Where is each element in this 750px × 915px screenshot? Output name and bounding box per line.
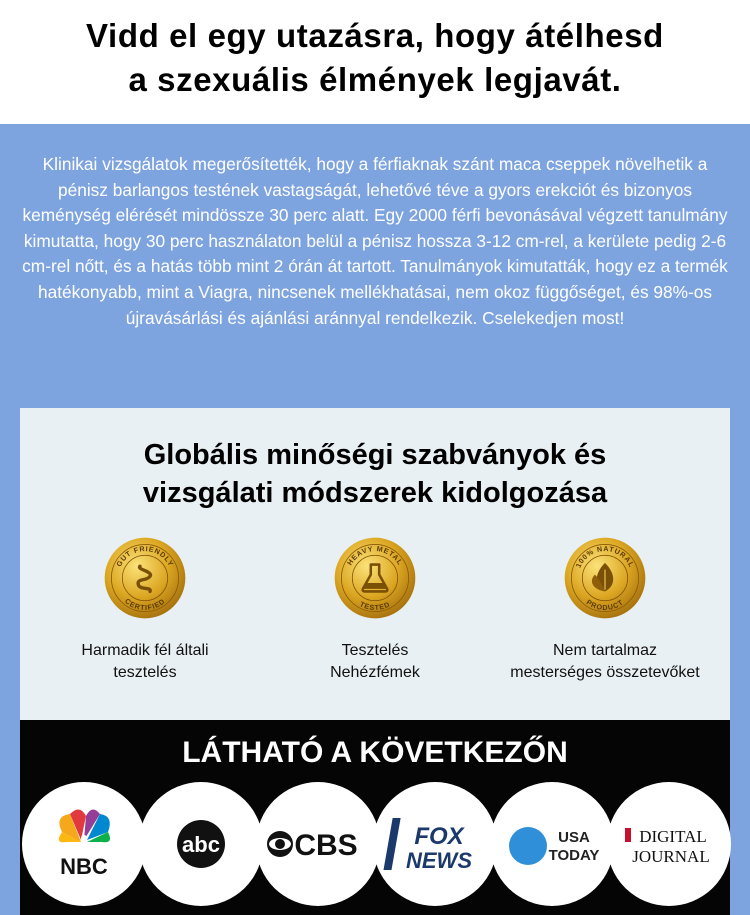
svg-text:PRODUCT: PRODUCT [584, 598, 626, 612]
nbc-logo-text: NBC [60, 854, 108, 879]
digital-journal-icon [607, 782, 731, 906]
fox-news-logo [373, 782, 497, 906]
svg-text:GUT FRIENDLY: GUT FRIENDLY [115, 544, 175, 569]
headline-line-2: a szexuális élmények legjavát. [128, 61, 622, 98]
news-logo-text: NEWS [406, 848, 472, 873]
nbc-peacock-icon [22, 782, 146, 906]
intro-paragraph: Klinikai vizsgálatok megerősítették, hogy a férfiaknak szánt maca cseppek növelhetik a pénisz barlangos testének vastagságát, lehetővé téve a gyors erekciót és bizonyos keménység elérését mindössze 30 perc alatt. Egy 2000 férfi bevonásával végzett tanulmány kimutatta, hogy 30 perc használaton belül a pénisz hossza 3-12 cm-rel, a kerülete pedig 2-6 cm-rel nőtt, és a hatás több mint 2 órán át tartott. Tanulmányok kimutatták, hogy ez a termék hatékonyabb, mint a Viagra, nincsenek mellékhatásai, nem okoz függőséget, és 98%-os újravásárlási és ajánlási aránnyal rendelkezik. Cselekedjen most! [22, 154, 728, 328]
headline-title [0, 14, 750, 102]
badge-natural-product [490, 536, 720, 681]
as-seen-on-section [20, 720, 730, 915]
badge-label-no-artificial [490, 640, 720, 684]
quality-title-line-2: vizsgálati módszerek kidolgozása [142, 477, 608, 509]
abc-icon [139, 782, 263, 906]
badge-2-label-line-1: Tesztelés [341, 642, 409, 659]
nbc-logo [22, 782, 146, 906]
usa-today-icon [490, 782, 614, 906]
badge-gut-friendly [30, 536, 260, 681]
badge-1-label-line-1: Harmadik fél általi [81, 642, 209, 659]
svg-text:TESTED: TESTED [358, 600, 392, 613]
svg-text:100% NATURAL: 100% NATURAL [574, 545, 636, 570]
badge-3-label-line-1: Nem tartalmaz [552, 642, 658, 659]
fox-news-icon [373, 782, 497, 906]
cbs-logo [256, 782, 380, 906]
quality-title-line-1: Globális minőségi szabványok és [143, 439, 607, 471]
cbs-logo-text: CBS [294, 829, 358, 862]
usa-logo-text: USA [558, 829, 590, 846]
heavy-metal-seal-icon [333, 536, 417, 620]
gut-friendly-seal-icon [103, 536, 187, 620]
badge-heavy-metal [260, 536, 490, 681]
badge-label-heavy-metal [260, 640, 490, 684]
svg-text:CERTIFIED: CERTIFIED [123, 597, 167, 613]
quality-title [20, 436, 730, 512]
usa-today-logo [490, 782, 614, 906]
badge-3-label-line-2: mesterséges összetevőket [510, 664, 700, 681]
badge-1-label-line-2: tesztelés [113, 664, 177, 681]
natural-product-seal-icon [563, 536, 647, 620]
badge-2-label-line-2: Nehézfémek [330, 664, 420, 681]
journal-logo-text: JOURNAL [632, 847, 710, 866]
svg-text:HEAVY METAL: HEAVY METAL [345, 545, 405, 567]
headline-banner [0, 0, 750, 124]
badge-label-third-party [30, 640, 260, 684]
as-seen-on-title: LÁTHATÓ A KÖVETKEZŐN [182, 736, 568, 769]
cbs-eye-icon [256, 782, 380, 906]
headline-line-1: Vidd el egy utazásra, hogy átélhesd [86, 17, 664, 54]
quality-standards-box [20, 408, 730, 720]
abc-logo-text: abc [182, 832, 220, 857]
fox-logo-text: FOX [414, 823, 464, 850]
abc-logo [139, 782, 263, 906]
digital-journal-logo [607, 782, 731, 906]
today-logo-text: TODAY [548, 847, 600, 864]
digital-logo-text: DIGITAL [639, 827, 707, 846]
